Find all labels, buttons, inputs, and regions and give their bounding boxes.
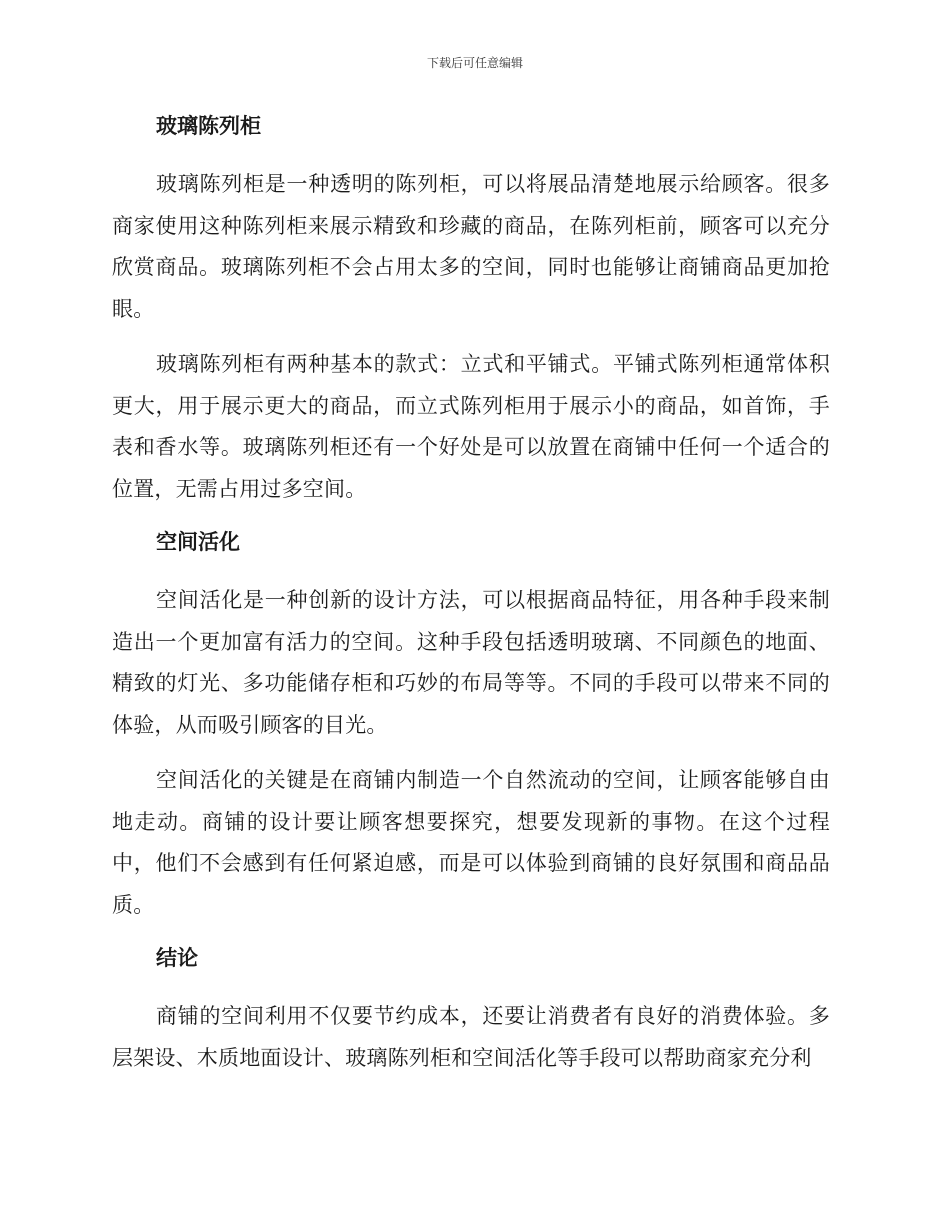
section-title: 空间活化 (156, 530, 240, 554)
page-header: 下载后可任意编辑 (426, 56, 523, 70)
paragraph: 玻璃陈列柜有两种基本的款式：立式和平铺式。平铺式陈列柜通常体积更大，用于展示更大的商品，而立式陈列柜用于展示小的商品，如首饰，手表和香水等。玻璃陈列柜还有一个好处是可以放置在商铺中任何一个适合的位置，无需占用过多空间。 (112, 352, 830, 501)
section-space-activation (112, 524, 830, 926)
paragraph: 商铺的空间利用不仅要节约成本，还要让消费者有良好的消费体验。多层架设、木质地面设计、玻璃陈列柜和空间活化等手段可以帮助商家充分利 (112, 1004, 830, 1070)
section-glass-display-cabinet (112, 108, 830, 510)
document-body (112, 108, 830, 1093)
paragraph: 空间活化是一种创新的设计方法，可以根据商品特征，用各种手段来制造出一个更加富有活力的空间。这种手段包括透明玻璃、不同颜色的地面、精致的灯光、多功能储存柜和巧妙的布局等等。不同的手段可以带来不同的体验，从而吸引顾客的目光。 (112, 588, 830, 737)
section-conclusion (112, 940, 830, 1079)
paragraph: 玻璃陈列柜是一种透明的陈列柜，可以将展品清楚地展示给顾客。很多商家使用这种陈列柜来展示精致和珍藏的商品，在陈列柜前，顾客可以充分欣赏商品。玻璃陈列柜不会占用太多的空间，同时也能够让商铺商品更加抢眼。 (112, 172, 830, 321)
section-title: 玻璃陈列柜 (156, 114, 261, 138)
paragraph: 空间活化的关键是在商铺内制造一个自然流动的空间，让顾客能够自由地走动。商铺的设计要让顾客想要探究，想要发现新的事物。在这个过程中，他们不会感到有任何紧迫感，而是可以体验到商铺的良好氛围和商品品质。 (112, 768, 830, 917)
section-title: 结论 (156, 946, 198, 970)
